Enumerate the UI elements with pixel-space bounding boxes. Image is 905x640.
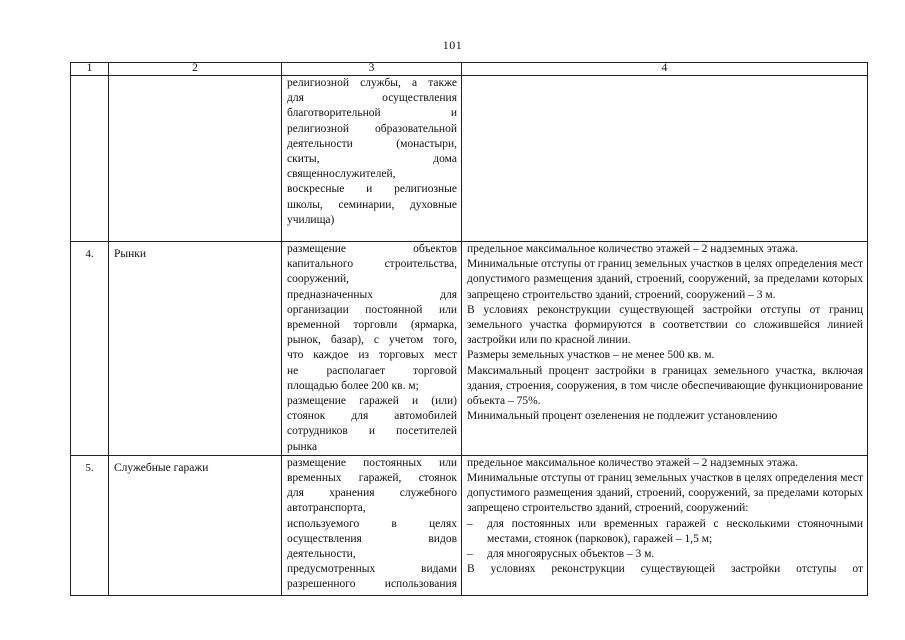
- list-item-text: для многоярусных объектов – 3 м.: [487, 548, 655, 561]
- description-line: благотворительной и: [287, 107, 457, 120]
- reconstruction-text: В условиях реконструкции существующей застройки отступы от границ земельного участка формируются в соответствии со сложившейся линией застройки или по красной линии.: [467, 303, 863, 347]
- table-row: [71, 242, 868, 456]
- description-line: религиозной образовательной: [287, 122, 457, 135]
- description-line: школы, семинарии, духовные: [287, 198, 457, 211]
- header-col-1: 1: [71, 63, 109, 76]
- description-line: размещение постоянных или: [287, 456, 457, 469]
- table-row: [71, 455, 868, 595]
- description-line: используемого в целях: [287, 517, 457, 530]
- description-line: автотранспорта,: [287, 502, 366, 515]
- max-floors-text: предельное максимальное количество этажей – 2 надземных этажа.: [467, 243, 799, 255]
- max-floors-text: предельное максимальное количество этажей – 2 надземных этажа.: [467, 456, 799, 469]
- description-line: священнослужителей,: [287, 168, 396, 181]
- row-number-cell: [71, 76, 109, 242]
- parameters-cell: [462, 455, 868, 595]
- plot-size-text: Размеры земельных участков – не менее 500 кв. м.: [467, 349, 715, 362]
- description-line: деятельности (монастыри,: [287, 137, 457, 150]
- description-line: училища): [287, 213, 335, 226]
- description-line: стоянок для автомобилей: [287, 410, 457, 423]
- description-line: разрешенного использования: [287, 578, 457, 591]
- parameters-cell: [462, 242, 868, 456]
- use-name-cell: Служебные гаражи: [109, 455, 282, 595]
- description-line: осуществления видов: [287, 532, 457, 545]
- use-description-cell: [282, 76, 462, 242]
- description-line: что каждое из торговых мест: [287, 349, 457, 362]
- description-line: капитального строительства,: [287, 258, 457, 271]
- use-name-cell: [109, 76, 282, 242]
- description-line: скиты, дома: [287, 153, 457, 166]
- description-line: рынка: [287, 440, 318, 453]
- table-header-row: [71, 63, 868, 76]
- description-line: размещение гаражей и (или): [287, 395, 457, 408]
- description-line: организации постоянной или: [287, 303, 457, 316]
- row-number-cell: 5.: [71, 455, 109, 595]
- description-line: временных гаражей, стоянок: [287, 472, 457, 485]
- description-line: сотрудников и посетителей: [287, 425, 457, 438]
- use-description-cell: [282, 242, 462, 456]
- header-col-4: 4: [462, 63, 868, 76]
- page-number: 101: [442, 38, 463, 52]
- list-item: [467, 517, 863, 547]
- description-line: воскресные и религиозные: [287, 183, 457, 196]
- regulations-table: [70, 62, 868, 596]
- list-item: [467, 547, 863, 562]
- use-name-cell: Рынки: [109, 242, 282, 456]
- description-line: религиозной службы, а также: [287, 77, 457, 89]
- description-line: рынок, базар), с учетом того,: [287, 334, 457, 347]
- header-col-2: 2: [109, 63, 282, 76]
- dash-marker: –: [467, 517, 473, 530]
- description-line: площадью более 200 кв. м;: [287, 379, 419, 392]
- description-line: предназначенных для: [287, 288, 457, 301]
- description-line: не располагает торговой: [287, 364, 457, 377]
- header-col-3: 3: [282, 63, 462, 76]
- use-description-cell: [282, 455, 462, 595]
- description-line: предусмотренных видами: [287, 563, 457, 576]
- description-line: для хранения служебного: [287, 487, 457, 500]
- dash-marker: –: [467, 548, 473, 561]
- table-row: [71, 76, 868, 242]
- description-line: сооружений,: [287, 273, 350, 286]
- parameters-cell: [462, 76, 868, 242]
- row-number-cell: 4.: [71, 242, 109, 456]
- description-line: для осуществления: [287, 92, 457, 105]
- reconstruction-text: В условиях реконструкции существующей застройки отступы от: [467, 563, 863, 576]
- min-landscaping-text: Минимальный процент озеленения не подлежит установлению: [467, 410, 778, 423]
- description-line: деятельности,: [287, 548, 356, 561]
- max-coverage-text: Максимальный процент застройки в границах земельного участка, включая здания, строения, сооружения, в том числе обеспечивающие функционирование объекта – 75%.: [467, 364, 863, 408]
- description-line: размещение объектов: [287, 243, 457, 255]
- list-item-text: для постоянных или временных гаражей с несколькими стояночными местами, стоянок (парковок), гаражей – 1,5 м;: [487, 517, 863, 545]
- description-line: временной торговли (ярмарка,: [287, 319, 457, 332]
- setback-text: Минимальные отступы от границ земельных участков в целях определения мест допустимого размещения зданий, строений, сооружений, за пределами которых запрещено строительство зданий, строений, сооружений:: [467, 472, 863, 515]
- setback-text: Минимальные отступы от границ земельных участков в целях определения мест допустимого размещения зданий, строений, сооружений, за пределами которых запрещено строительство зданий, строений, сооружений – 3 м.: [467, 258, 863, 301]
